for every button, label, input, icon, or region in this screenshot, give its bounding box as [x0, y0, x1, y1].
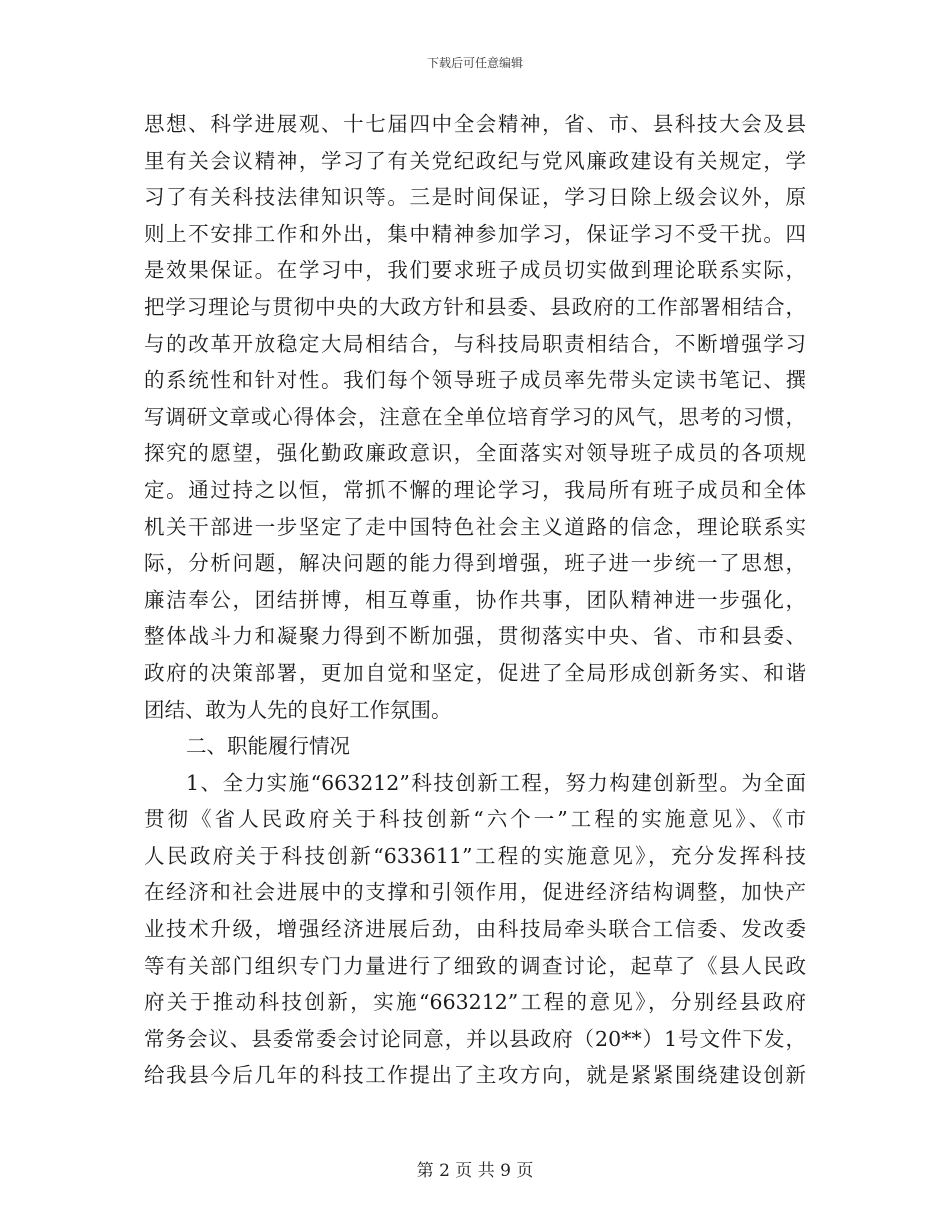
body-line: 思想、科学进展观、十七届四中全会精神，省、市、县科技大会及县 — [144, 112, 806, 136]
body-line: 等有关部门组织专门力量进行了细致的调查讨论，起草了《县人民政 — [144, 953, 806, 978]
body-line: 廉洁奉公，团结拼博，相互尊重，协作共事，团队精神进一步强化， — [144, 587, 806, 612]
body-line: 机关干部进一步坚定了走中国特色社会主义道路的信念，理论联系实 — [144, 514, 806, 539]
body-line: 团结、敢为人先的良好工作氛围。 — [144, 697, 452, 722]
page-header-note: 下载后可任意编辑 — [426, 56, 523, 70]
body-line: 把学习理论与贯彻中央的大政方针和县委、县政府的工作部署相结合， — [144, 294, 806, 319]
body-line: 探究的愿望，强化勤政廉政意识，全面落实对领导班子成员的各项规 — [144, 441, 806, 466]
body-line: 政府的决策部署，更加自觉和坚定，促进了全局形成创新务实、和谐 — [144, 660, 806, 685]
body-line: 整体战斗力和凝聚力得到不断加强，贯彻落实中央、省、市和县委、 — [144, 624, 806, 649]
body-line: 1、全力实施“663212”科技创新工程，努力构建创新型。为全面 — [186, 770, 806, 795]
body-line: 人民政府关于科技创新“633611”工程的实施意见》，充分发挥科技 — [144, 843, 806, 868]
body-line: 在经济和社会进展中的支撑和引领作用，促进经济结构调整，加快产 — [144, 880, 806, 905]
body-line: 定。通过持之以恒，常抓不懈的理论学习，我局所有班子成员和全体 — [144, 477, 806, 502]
body-line: 际，分析问题，解决问题的能力得到增强，班子进一步统一了思想， — [144, 551, 806, 576]
body-line: 习了有关科技法律知识等。三是时间保证，学习日除上级会议外，原 — [144, 185, 806, 210]
body-line: 贯彻《省人民政府关于科技创新“六个一”工程的实施意见》、《市 — [144, 807, 806, 832]
body-line: 则上不安排工作和外出，集中精神参加学习，保证学习不受干扰。四 — [144, 221, 806, 246]
section-heading: 二、职能履行情况 — [186, 734, 350, 759]
body-line: 业技术升级，增强经济进展后劲，由科技局牵头联合工信委、发改委 — [144, 917, 806, 942]
body-line: 府关于推动科技创新，实施“663212”工程的意见》，分别经县政府 — [144, 990, 806, 1015]
body-line: 与的改革开放稳定大局相结合，与科技局职责相结合，不断增强学习 — [144, 331, 806, 356]
body-line: 是效果保证。在学习中，我们要求班子成员切实做到理论联系实际， — [144, 258, 806, 283]
body-line: 里有关会议精神，学习了有关党纪政纪与党风廉政建设有关规定，学 — [144, 148, 806, 173]
body-line: 的系统性和针对性。我们每个领导班子成员率先带头定读书笔记、撰 — [144, 368, 806, 393]
page-number-indicator: 第 2 页 共 9 页 — [416, 1161, 534, 1181]
body-line: 常务会议、县委常委会讨论同意，并以县政府（20**）1号文件下发， — [144, 1026, 806, 1051]
document-body — [144, 106, 806, 1094]
body-line: 给我县今后几年的科技工作提出了主攻方向，就是紧紧围绕建设创新 — [144, 1063, 806, 1088]
body-line: 写调研文章或心得体会，注意在全单位培育学习的风气，思考的习惯， — [144, 404, 806, 429]
